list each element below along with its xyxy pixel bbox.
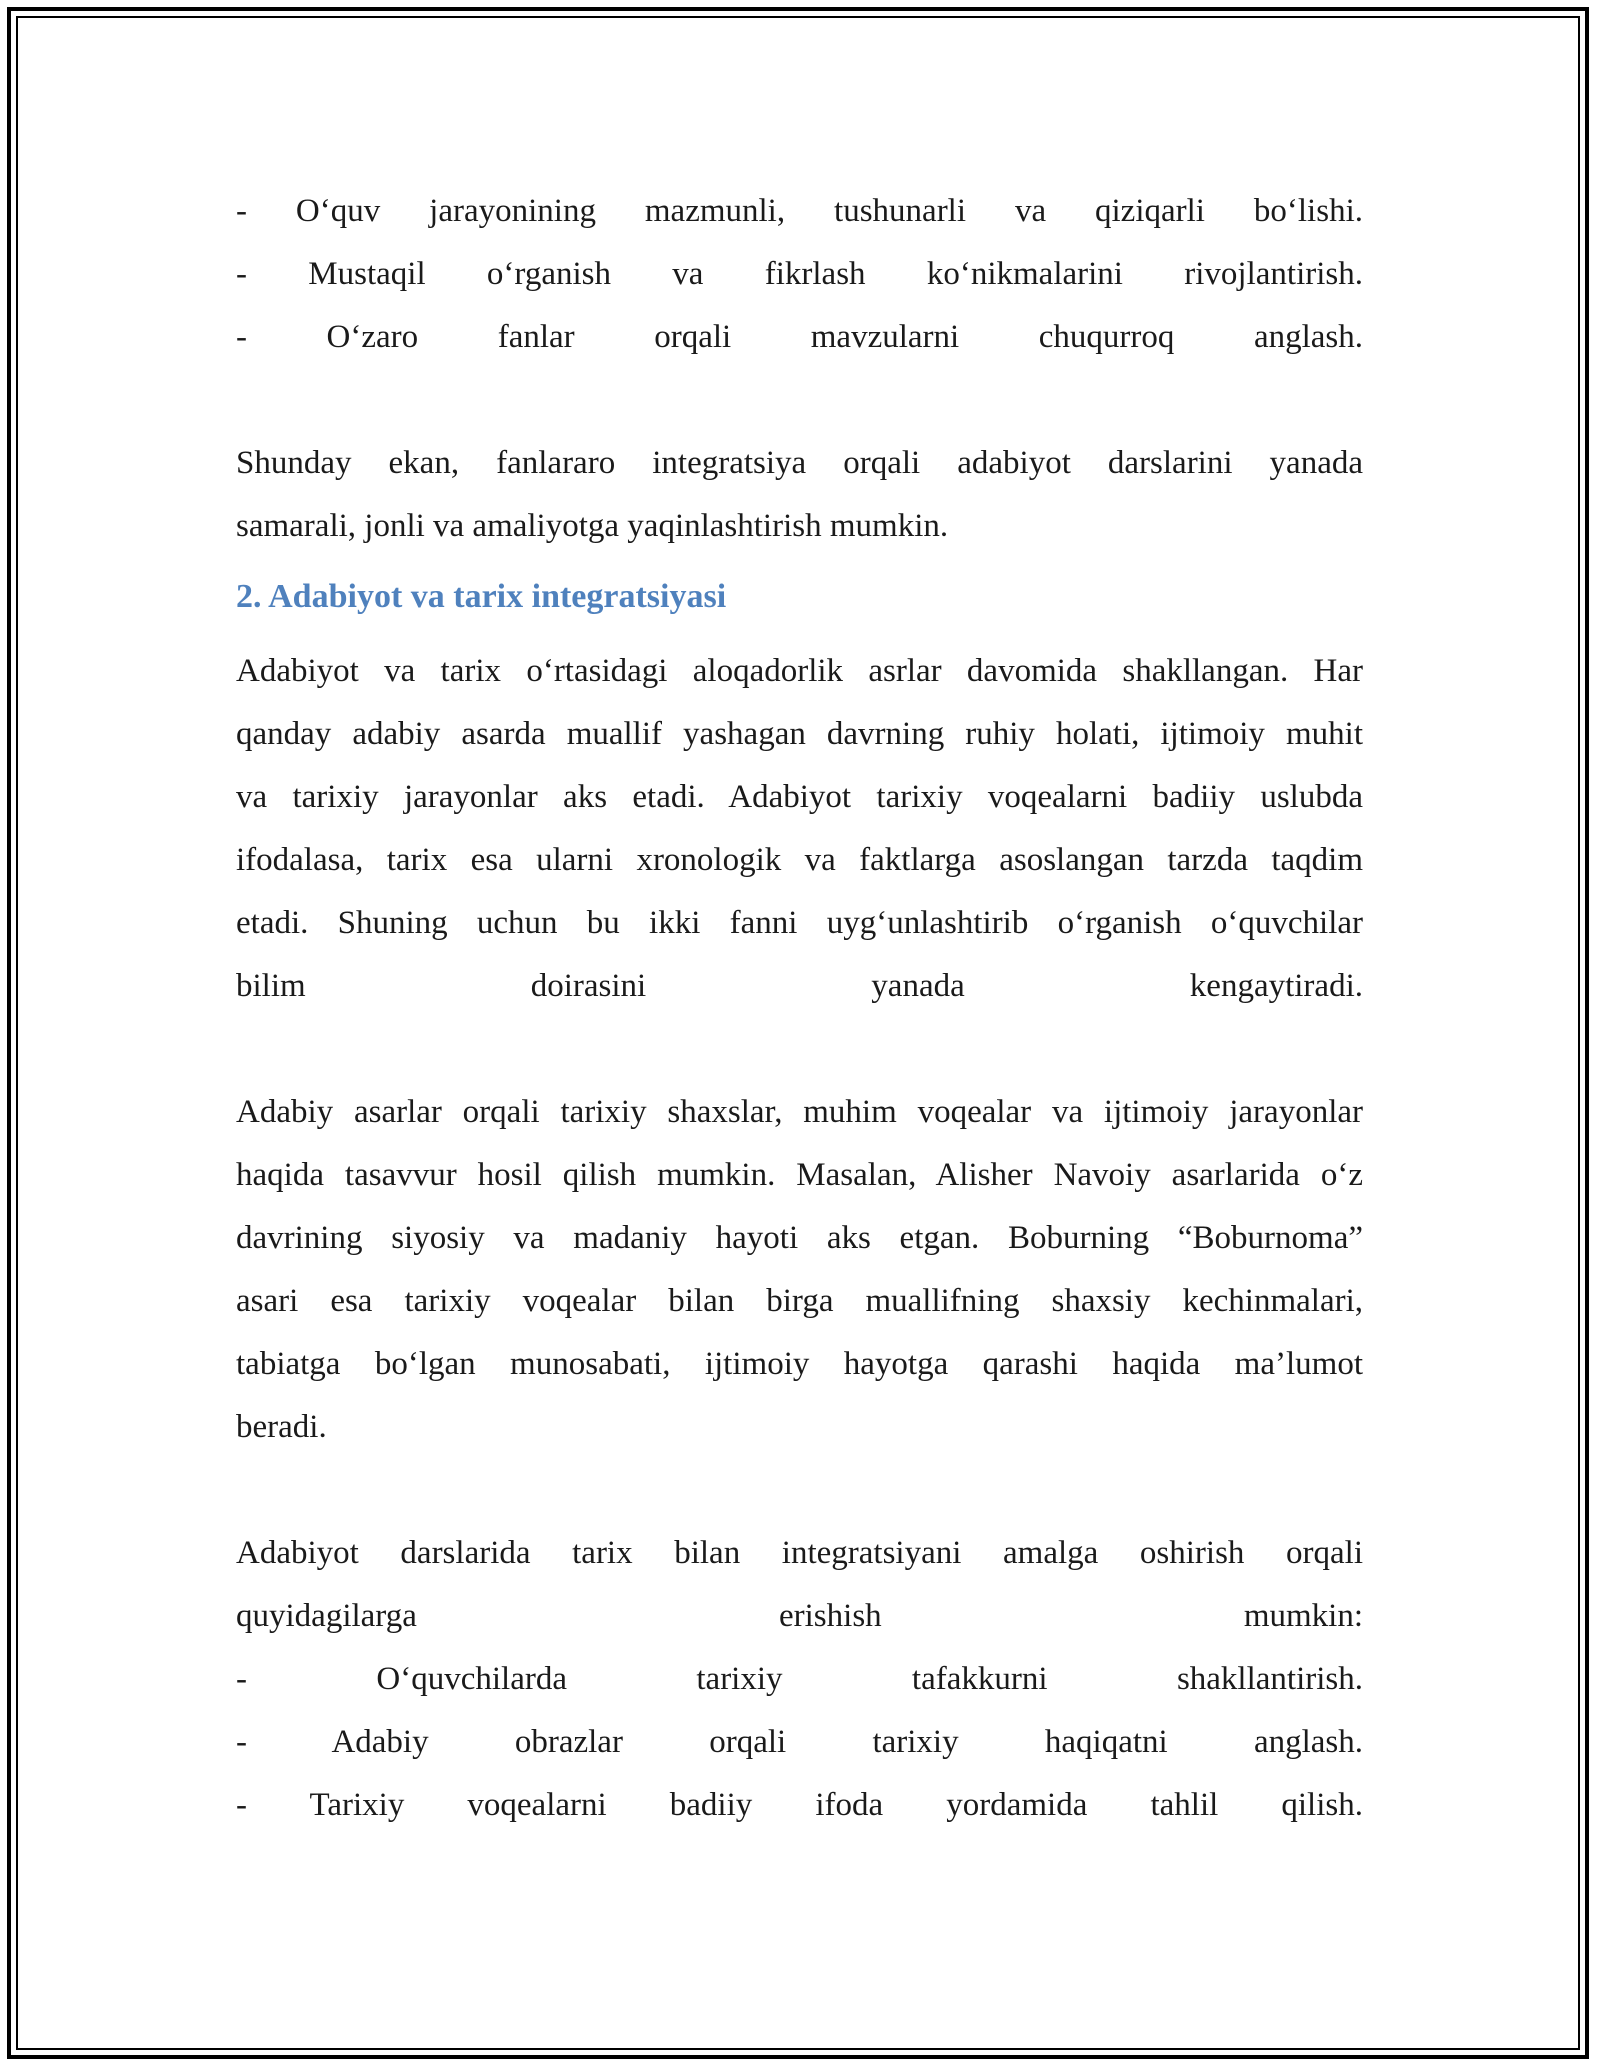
paragraph-spacer bbox=[236, 1459, 1363, 1522]
text-line: davrining siyosiy va madaniy hayoti aks etgan. Boburning “Boburnoma” bbox=[236, 1220, 1363, 1256]
text-line: haqida tasavvur hosil qilish mumkin. Masalan, Alisher Navoiy asarlarida o‘z bbox=[236, 1157, 1363, 1193]
list-item: - Tarixiy voqealarni badiiy ifoda yordamida tahlil qilish. bbox=[236, 1787, 1363, 1823]
intro-list bbox=[236, 180, 1363, 369]
document-body bbox=[236, 180, 1363, 1837]
text-line: qanday adabiy asarda muallif yashagan davrning ruhiy holati, ijtimoiy muhit bbox=[236, 716, 1363, 752]
text-line: bilim doirasini yanada kengaytiradi. bbox=[236, 968, 1363, 1004]
text-line: samarali, jonli va amaliyotga yaqinlashtirish mumkin. bbox=[236, 508, 949, 544]
list-item: - O‘quv jarayonining mazmunli, tushunarli va qiziqarli bo‘lishi. bbox=[236, 193, 1363, 229]
text-line: Shunday ekan, fanlararo integratsiya orqali adabiyot darslarini yanada bbox=[236, 445, 1363, 481]
text-line: Adabiyot va tarix o‘rtasidagi aloqadorlik asrlar davomida shakllangan. Har bbox=[236, 653, 1363, 689]
text-line: asari esa tarixiy voqealar bilan birga muallifning shaxsiy kechinmalari, bbox=[236, 1283, 1363, 1319]
paragraph-spacer bbox=[236, 1018, 1363, 1081]
outcome-list bbox=[236, 1648, 1363, 1837]
list-item: - Adabiy obrazlar orqali tarixiy haqiqatni anglash. bbox=[236, 1724, 1363, 1760]
list-item: - O‘zaro fanlar orqali mavzularni chuqurroq anglash. bbox=[236, 319, 1363, 355]
text-line: etadi. Shuning uchun bu ikki fanni uyg‘unlashtirib o‘rganish o‘quvchilar bbox=[236, 905, 1363, 941]
text-line: tabiatga bo‘lgan munosabati, ijtimoiy hayotga qarashi haqida ma’lumot bbox=[236, 1346, 1363, 1382]
conclusion-paragraph bbox=[236, 432, 1363, 558]
paragraph-spacer bbox=[236, 369, 1363, 432]
text-line: va tarixiy jarayonlar aks etadi. Adabiyot tarixiy voqealarni badiiy uslubda bbox=[236, 779, 1363, 815]
text-line: Adabiyot darslarida tarix bilan integratsiyani amalga oshirish orqali bbox=[236, 1535, 1363, 1571]
paragraph-history-literature bbox=[236, 640, 1363, 1018]
text-line: ifodalasa, tarix esa ularni xronologik va faktlarga asoslangan tarzda taqdim bbox=[236, 842, 1363, 878]
text-line: Adabiy asarlar orqali tarixiy shaxslar, muhim voqealar va ijtimoiy jarayonlar bbox=[236, 1094, 1363, 1130]
list-item: - O‘quvchilarda tarixiy tafakkurni shakllantirish. bbox=[236, 1661, 1363, 1697]
list-item: - Mustaqil o‘rganish va fikrlash ko‘nikmalarini rivojlantirish. bbox=[236, 256, 1363, 292]
paragraph-outcomes-intro bbox=[236, 1522, 1363, 1648]
text-line: beradi. bbox=[236, 1409, 327, 1445]
text-line: quyidagilarga erishish mumkin: bbox=[236, 1598, 1363, 1634]
section-heading: 2. Adabiyot va tarix integratsiyasi bbox=[236, 578, 727, 615]
paragraph-examples bbox=[236, 1081, 1363, 1459]
